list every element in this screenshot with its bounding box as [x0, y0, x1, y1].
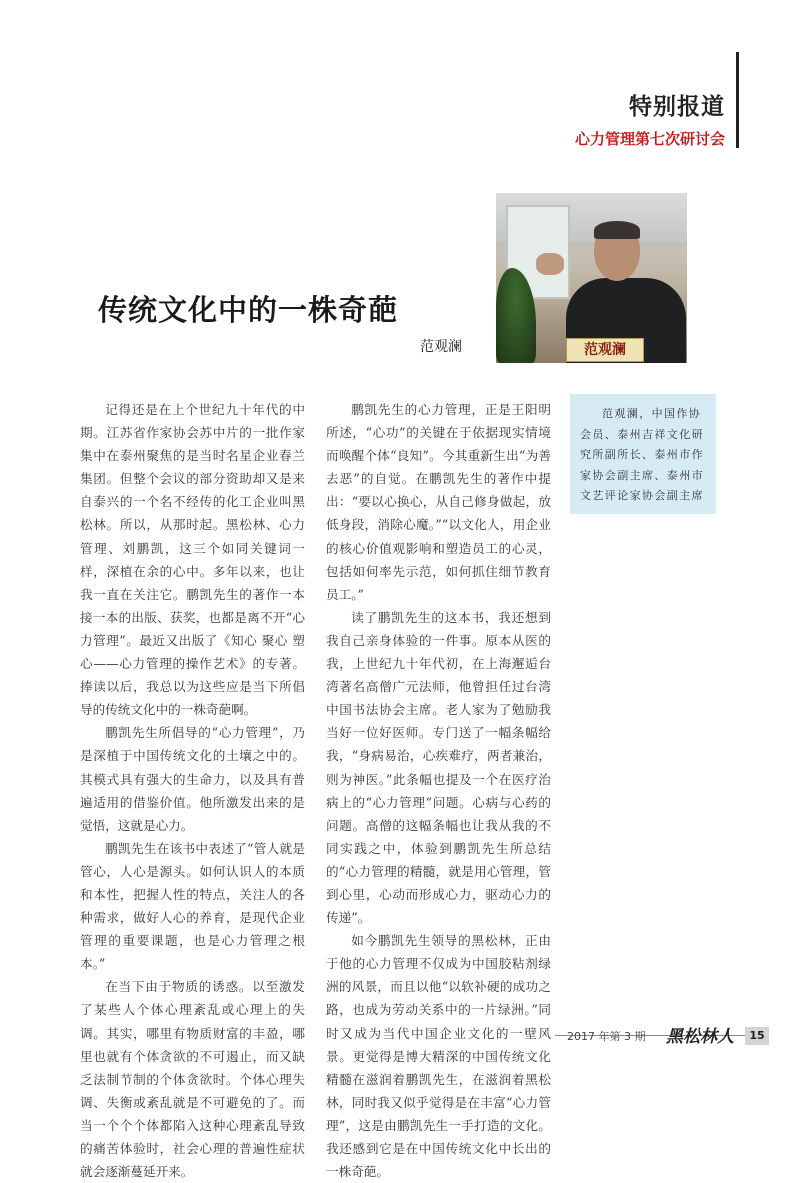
footer-magazine-logo: 黑松林人 [666, 1027, 734, 1047]
article-title: 传统文化中的一株奇葩 [98, 293, 399, 327]
paragraph: 如今鹏凯先生领导的黑松林，正由于他的心力管理不仅成为中国胶粘剂绿洲的风景，而且以他“以软补硬的成功之路，也成为劳动关系中的一片绿洲。”同时又成为当代中国企业文化的一壁风景。更觉得是博大精深的中国传统文化精髓在滋润着鹏凯先生，在滋润着黑松林，同时我又似乎觉得是在丰富“心力管理”，这是由鹏凯先生一手打造的文化。我还感到它是在中国传统文化中长出的一株奇葩。 [326, 933, 551, 1180]
author-photo [496, 193, 687, 363]
section-title: 特别报道 [629, 94, 725, 120]
footer-issue: 2017 年第 3 期 [567, 1030, 646, 1043]
paragraph: 鹏凯先生所倡导的“心力管理”，乃是深植于中国传统文化的土壤之中的。其模式具有强大的生命力，以及具有普遍适用的借鉴价值。他所激发出来的是觉悟，这就是心力。 [80, 725, 305, 833]
paragraph: 在当下由于物质的诱惑。以至激发了某些人个体心理紊乱或心理上的失调。其实，哪里有物质财富的丰盈，哪里也就有个体贪欲的不可遏止，而又缺乏法制节制的个体贪欲时。个体心理失调、失衡或紊乱就是不可避免的了。而当一个个个体都陷入这种心理紊乱导致的痛苦体验时，社会心理的普遍性症状就会逐渐蔓延开来。 [80, 979, 305, 1180]
paragraph: 鹏凯先生的心力管理，正是王阳明所述，“心功”的关键在于依据现实情境而唤醒个体“良知”。今其重新生出“为善去恶”的自觉。在鹏凯先生的著作中提出：“要以心换心，从自己修身做起，放低身段，消除心魔。”“以文化人，用企业的核心价值观影响和塑造员工的心灵，包括如何率先示范，如何抓住细节教育员工。” [326, 402, 551, 602]
section-subtitle: 心力管理第七次研讨会 [574, 130, 725, 148]
middle-column [326, 398, 551, 1183]
photo-person-hand [536, 253, 564, 275]
author-bio-box: 范观澜，中国作协会员、泰州吉祥文化研究所副所长、泰州市作家协会副主席、泰州市文艺评论家协会副主席 [570, 394, 716, 514]
paragraph: 记得还是在上个世纪九十年代的中期。江苏省作家协会苏中片的一批作家集中在泰州聚焦的是当时名星企业春兰集团。但整个会议的部分资助却又是来自泰兴的一个名不经传的化工企业叫黑松林。所以，从那时起。黑松林、心力管理、刘鹏凯，这三个如同关键词一样，深植在余的心中。多年以来，也让我一直在关注它。鹏凯先生的著作一本接一本的出版、获奖，也都是离不开“心力管理”。最近又出版了《知心 聚心 塑心——心力管理的操作艺术》的专著。捧读以后，我总以为这些应是当下所倡导的传统文化中的一株奇葩啊。 [80, 402, 305, 718]
photo-person-hair [594, 221, 640, 239]
paragraph: 鹏凯先生在该书中表述了“管人就是管心，人心是源头。如何认识人的本质和本性，把握人性的特点，关注人的各种需求，做好人心的养育，是现代企业管理的重要课题，也是心力管理之根本。” [80, 840, 305, 972]
header-divider [736, 52, 739, 148]
page-number: 15 [745, 1027, 769, 1045]
left-column [80, 398, 305, 1183]
article-author: 范观澜 [420, 339, 462, 355]
photo-nameplate: 范观澜 [566, 338, 644, 362]
paragraph: 读了鹏凯先生的这本书，我还想到我自己亲身体验的一件事。原本从医的我，上世纪九十年代初，在上海邂逅台湾著名高僧广元法师，他曾担任过台湾中国书法协会主席。老人家为了勉励我当好一位好医师。专门送了一幅条幅给我，“身病易治，心疾难疗，两者兼治，则为神医。”此条幅也提及一个在医疗治病上的“心力管理”问题。心病与心药的问题。高僧的这幅条幅也让我从我的不同实践之中，体验到鹏凯先生所总结的“心力管理的精髓，就是用心管理，管到心里，心动而形成心力，驱动心力的传递”。 [326, 609, 551, 926]
